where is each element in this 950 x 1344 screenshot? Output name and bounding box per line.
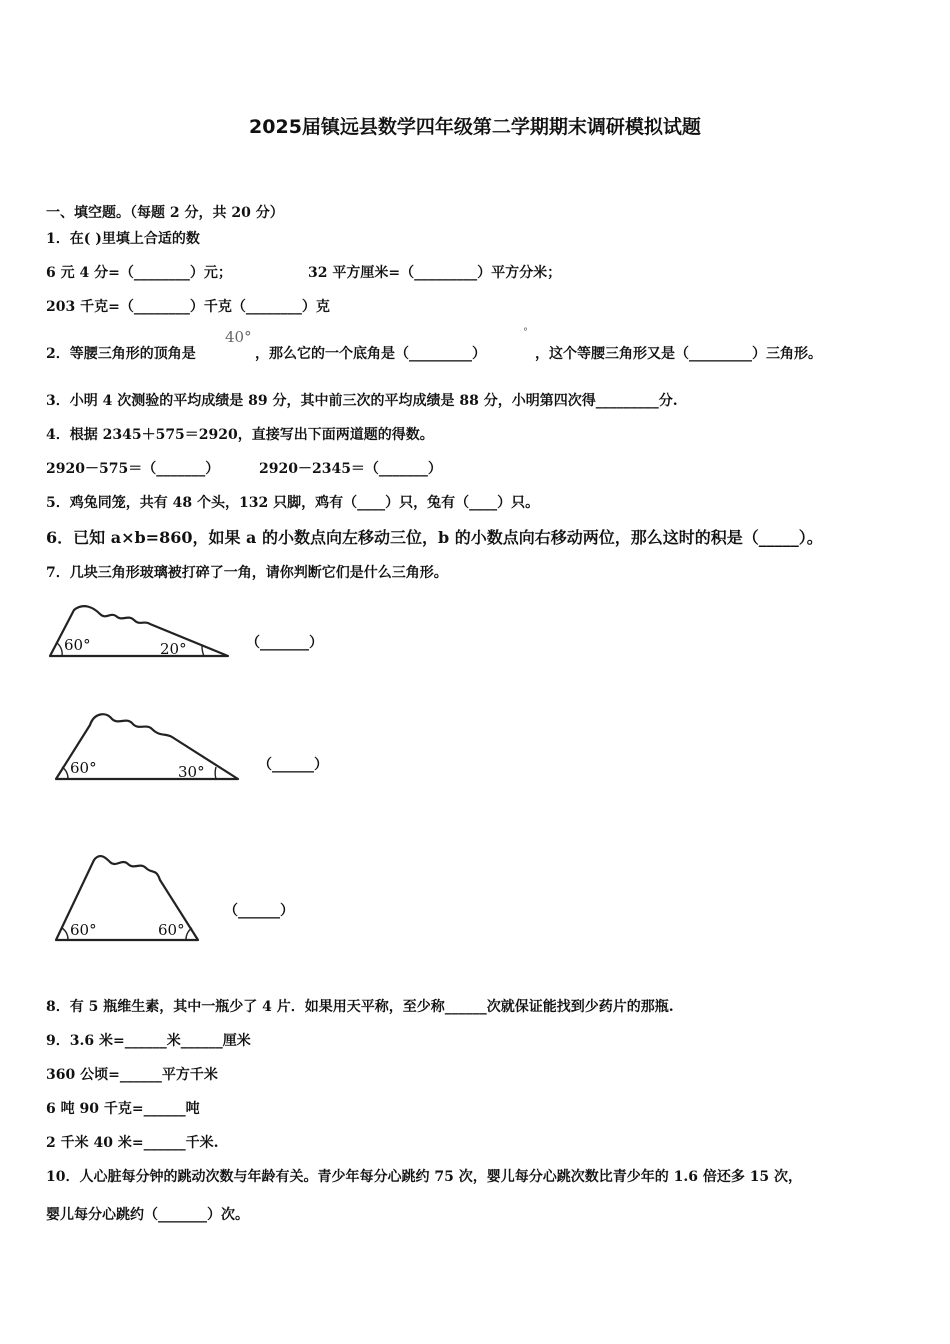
- q2-part1: 2．等腰三角形的顶角是: [46, 346, 196, 362]
- tri1-right-angle: 20°: [160, 640, 187, 658]
- q4-stem: 4．根据 2345＋575＝2920，直接写出下面两道题的得数。: [46, 427, 434, 443]
- broken-triangle-3: [50, 850, 206, 946]
- q9-d: 2 千米 40 米=______千米.: [46, 1135, 219, 1151]
- q3: 3．小明 4 次测验的平均成绩是 89 分，其中前三次的平均成绩是 88 分，小明第四次得_________分.: [46, 393, 678, 409]
- broken-triangle-2: [50, 705, 246, 785]
- tri3-answer: （______）: [224, 903, 294, 919]
- q2-angle-image: 40°: [225, 328, 252, 346]
- tri3-right-angle: 60°: [158, 921, 185, 939]
- tri2-left-angle: 60°: [70, 759, 97, 777]
- q1-c: 203 千克=（________）千克（________）克: [46, 299, 330, 315]
- q1-b: 32 平方厘米=（_________）平方分米；: [308, 265, 562, 281]
- q8: 8．有 5 瓶维生素，其中一瓶少了 4 片．如果用天平称，至少称______次就保证能找到少药片的那瓶.: [46, 999, 674, 1015]
- q2-part2: ，那么它的一个底角是（_________）: [255, 346, 486, 362]
- q1-a: 6 元 4 分=（________）元；: [46, 265, 232, 281]
- q10-line1: 10．人心脏每分钟的跳动次数与年龄有关。青少年每分心跳约 75 次，婴儿每分心跳次数比青少年的 1.6 倍还多 15 次，: [46, 1169, 803, 1185]
- tri2-answer: （______）: [258, 757, 328, 773]
- q9-a: 9．3.6 米=______米______厘米: [46, 1033, 251, 1049]
- q10-line2: 婴儿每分心跳约（_______）次。: [46, 1207, 249, 1223]
- tri2-right-angle: 30°: [178, 763, 205, 781]
- q9-b: 360 公顷=______平方千米: [46, 1067, 218, 1083]
- tri1-left-angle: 60°: [64, 636, 91, 654]
- q2-part3: ，这个等腰三角形又是（_________）三角形。: [535, 346, 822, 362]
- tri3-left-angle: 60°: [70, 921, 97, 939]
- q7-stem: 7．几块三角形玻璃被打碎了一角，请你判断它们是什么三角形。: [46, 565, 448, 581]
- q6: 6．已知 a×b=860，如果 a 的小数点向左移动三位，b 的小数点向右移动两位，那么这时的积是（_____）。: [46, 528, 823, 547]
- q4-a: 2920－575＝（_______）: [46, 461, 220, 477]
- page-title: 2025届镇远县数学四年级第二学期期末调研模拟试题: [249, 116, 701, 138]
- q4-b: 2920－2345＝（_______）: [259, 461, 442, 477]
- tri1-answer: （_______）: [246, 635, 323, 651]
- q1-stem: 1．在( )里填上合适的数: [46, 231, 200, 247]
- section-heading: 一、填空题。（每题 2 分，共 20 分）: [46, 205, 284, 221]
- q5: 5．鸡兔同笼，共有 48 个头，132 只脚，鸡有（____）只，兔有（____）只。: [46, 495, 540, 511]
- q2-degree-mark: °: [523, 327, 528, 338]
- broken-triangle-1: [44, 598, 234, 662]
- q9-c: 6 吨 90 千克=______吨: [46, 1101, 200, 1117]
